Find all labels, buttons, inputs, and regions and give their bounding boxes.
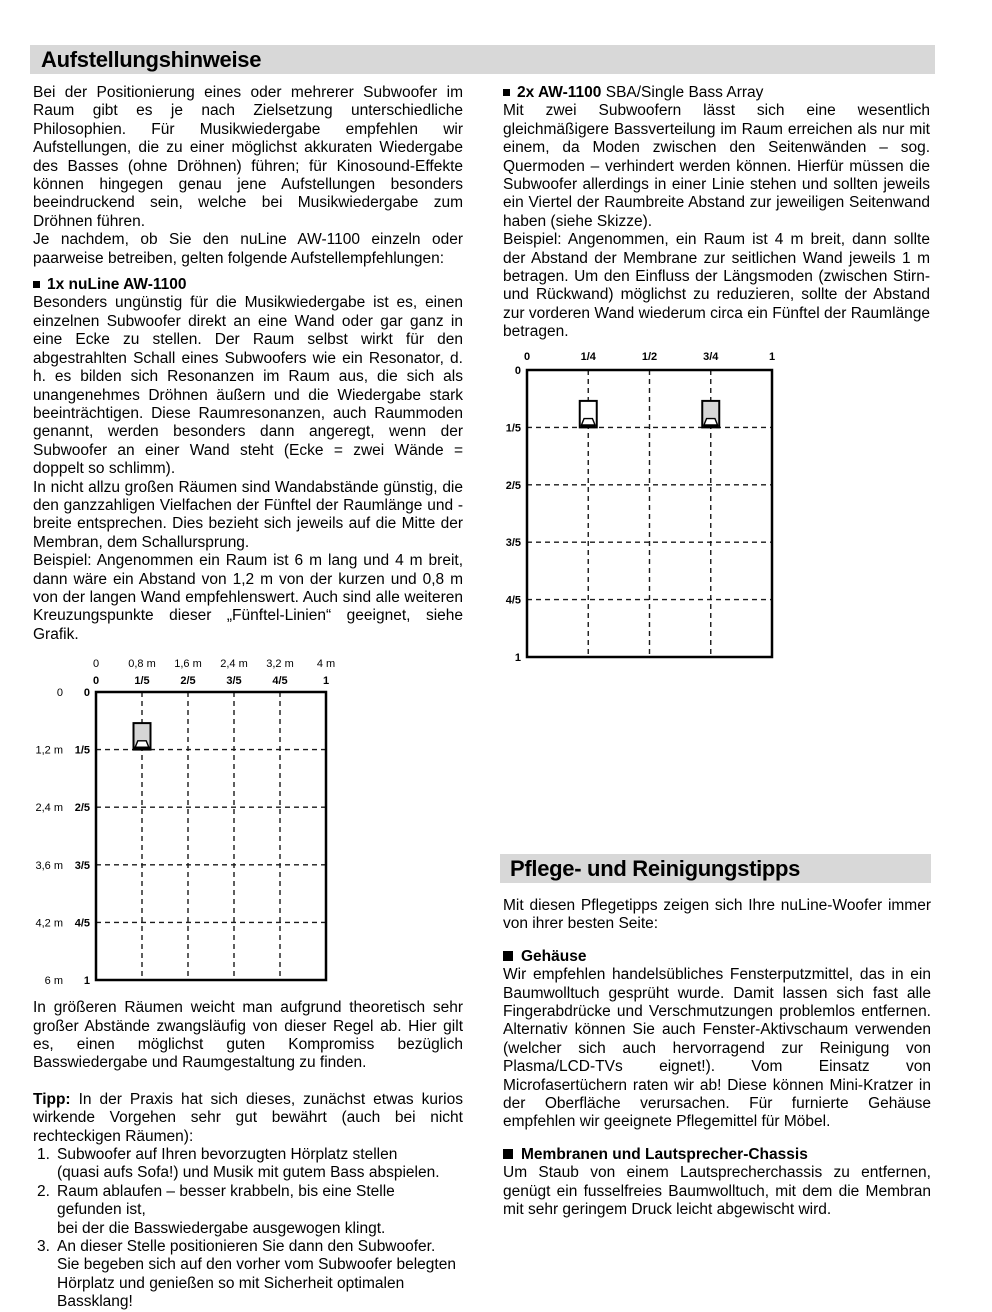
axis-tick-label: 1: [768, 350, 776, 363]
care-paragraph-1: Wir empfehlen handelsübliches Fensterputzmittel, das in ein Baumwolltuch gesprüht wurde. Damit lassen sich fast alle Fingerabdrücke und Verschmutzungen problemlos entfernen. Alternativ können Sie auch Fenster-Aktivschaum verwenden (welcher sich auch hervorragend zur Reinigung von Plasma/LCD-TVs eignet!). Vom Einsatz von Microfasertüchern raten wir ab! Diese können Mini-Kratzer in der Oberfläche verursachen. Für furnierte Gehäuse empfehlen wir geeignete Pflegemittel für Möbel.: [503, 966, 931, 1131]
axis-tick-label: 4/5: [505, 594, 521, 607]
care-title: Pflege- und Reinigungstipps: [510, 856, 801, 881]
subheading-1x-aw1100: 1x nuLine AW-1100: [33, 276, 463, 294]
subheading-gehaeuse: Gehäuse: [503, 948, 931, 966]
section2-paragraph-1: Mit zwei Subwoofern lässt sich eine wesentlich gleichmäßigere Bassverteilung im Raum erreichen als nur mit einem, da Moden zwischen den Seitenwänden – sog. Quermoden – verhindert werden können. Hierfür müssen die Subwoofer allerdings in einer Linie stehen und sollten jeweils ein Viertel der Raumbreite Abstand zur jeweiligen Seitenwand haben (siehe Skizze).: [503, 102, 930, 230]
section-title-bar: [30, 45, 935, 74]
room-diagram-single-sub: [33, 655, 463, 987]
square-bullet-icon: [503, 951, 513, 961]
axis-tick-label: 0,8 m: [128, 658, 156, 671]
axis-tick-label: 0: [83, 687, 90, 700]
axis-tick-label: 1: [83, 975, 90, 988]
square-bullet-icon: [33, 281, 40, 288]
left-column: [33, 84, 463, 1312]
intro-paragraph-1: Bei der Positionierung eines oder mehrerer Subwoofer im Raum gibt es je nach Zielsetzung unterschiedliche Philosophien. Für Musikwiedergabe empfehlen wir Aufstellungen, die zu einer möglichst akkuraten Wiedergabe des Basses (ohne Dröhnen) führen; für Kinosound-Effekte können hingegen genau jene Aufstellungen besonders beeindruckend sein, welche bei Musikwiedergabe zum Dröhnen führen.: [33, 84, 463, 230]
subwoofer-icon: [702, 401, 719, 428]
axis-tick-label: 3,6 m: [35, 859, 63, 872]
axis-tick-label: 0: [92, 675, 100, 688]
axis-tick-label: 3/5: [505, 536, 521, 549]
square-bullet-icon: [503, 89, 510, 96]
axis-tick-label: 0: [523, 350, 531, 363]
axis-tick-label: 1/5: [505, 422, 521, 435]
list-item: 3. An dieser Stelle positionieren Sie dann den Subwoofer. Sie begeben sich auf den vorher vom Subwoofer belegten Hörplatz und genießen so mit Sicherheit optimalen Bassklang!: [37, 1238, 456, 1311]
room1-svg: [33, 655, 466, 987]
section2-paragraph-2: Beispiel: Angenommen, ein Raum ist 4 m breit, dann sollte der Abstand der Membrane zur seitlichen Wand jeweils 1 m betragen. Um den Einfluss der Längsmoden (zwischen Stirn- und Rückwand) möglichst zu reduzieren, sollte der Abstand zur vorderen Wand wiederum circa ein Fünftel der Raumlänge betragen.: [503, 231, 930, 341]
axis-tick-label: 3,2 m: [266, 658, 294, 671]
subwoofer-icon: [580, 401, 597, 428]
care-title-bar: [500, 854, 931, 883]
axis-tick-label: 1/5: [134, 675, 150, 688]
intro-paragraph-2: Je nachdem, ob Sie den nuLine AW-1100 einzeln oder paarweise betreiben, gelten folgende Aufstellempfehlungen:: [33, 231, 463, 267]
right-column-top: [503, 84, 930, 673]
room2-svg: [503, 348, 930, 664]
axis-tick-label: 0: [92, 658, 100, 671]
after-diagram-paragraph: In größeren Räumen weicht man aufgrund theoretisch sehr großer Abstände zwangsläufig von dieser Regel ab. Hier gilt es, einen möglichst guten Kompromiss bezüglich Basswiedergabe und Raumgestaltung zu finden.: [33, 999, 463, 1072]
list-number: 1.: [37, 1146, 50, 1164]
care-body: [500, 897, 931, 1220]
tip-paragraph: Tipp: In der Praxis hat sich dieses, zunächst etwas kurios wirkende Vorgehen sehr gut bewährt (auch bei nicht rechteckigen Räumen):: [33, 1090, 463, 1145]
square-bullet-icon: [503, 1149, 513, 1159]
subheading-2x-aw1100: 2x AW-1100 SBA/Single Bass Array: [503, 84, 930, 102]
axis-tick-label: 0: [514, 364, 521, 377]
axis-tick-label: 2/5: [180, 675, 196, 688]
axis-tick-label: 1: [514, 651, 521, 664]
list-number: 3.: [37, 1238, 50, 1256]
axis-tick-label: 1/5: [74, 744, 90, 757]
axis-tick-label: 3/5: [226, 675, 242, 688]
axis-tick-label: 2/5: [74, 802, 90, 815]
subheading-membranen: Membranen und Lautsprecher-Chassis: [503, 1146, 931, 1164]
list-number: 2.: [37, 1182, 50, 1200]
page-title: Aufstellungshinweise: [41, 47, 262, 72]
axis-tick-label: 1/2: [641, 350, 658, 363]
care-paragraph-2: Um Staub von einem Lautsprecherchassis zu entfernen, genügt ein fusselfreies Baumwolltuch, mit dem die Membran mit sehr geringem Druck leicht abgewischt wird.: [503, 1164, 931, 1219]
axis-tick-label: 1,2 m: [35, 744, 63, 757]
right-column-care: [500, 854, 931, 1220]
section1-paragraph-2: In nicht allzu großen Räumen sind Wandabstände günstig, die den ganzzahligen Vielfachen der Fünftel der Raumlänge und -breite entsprechen. Dies bezieht sich jeweils auf die Mitte der Membran, dem Schallursprung.: [33, 478, 463, 551]
axis-tick-label: 4,2 m: [35, 917, 63, 930]
axis-tick-label: 3/5: [74, 859, 90, 872]
tip-label: Tipp:: [33, 1090, 71, 1108]
subwoofer-icon: [134, 723, 151, 750]
room-diagram-dual-sub: [503, 348, 930, 664]
axis-tick-label: 1: [322, 675, 330, 688]
axis-tick-label: 0: [56, 687, 63, 700]
axis-tick-label: 4/5: [74, 917, 90, 930]
axis-tick-label: 2/5: [505, 479, 521, 492]
axis-tick-label: 2,4 m: [35, 802, 63, 815]
list-item: 1. Subwoofer auf Ihren bevorzugten Hörplatz stellen (quasi aufs Sofa!) und Musik mit gutem Bass abspielen.: [37, 1146, 440, 1182]
axis-tick-label: 1/4: [580, 350, 596, 363]
axis-tick-label: 1,6 m: [174, 658, 202, 671]
care-intro: Mit diesen Pflegetipps zeigen sich Ihre nuLine-Woofer immer von ihrer besten Seite:: [503, 897, 931, 933]
axis-tick-label: 3/4: [703, 350, 719, 363]
section1-paragraph-3: Beispiel: Angenommen ein Raum ist 6 m lang und 4 m breit, dann wäre ein Abstand von 1,2 m von der kurzen und 0,8 m von der langen Wand empfehlenswert. Auch sind alle weiteren Kreuzungspunkte dieser „Fünftel-Linien“ geeignet, siehe Grafik.: [33, 552, 463, 643]
tip-steps-list: [33, 1146, 463, 1312]
axis-tick-label: 4/5: [272, 675, 288, 688]
axis-tick-label: 2,4 m: [220, 658, 248, 671]
subheading-suffix: SBA/Single Bass Array: [601, 84, 764, 101]
axis-tick-label: 6 m: [44, 975, 63, 988]
axis-tick-label: 4 m: [316, 658, 336, 671]
section1-paragraph-1: Besonders ungünstig für die Musikwiedergabe ist es, einen einzelnen Subwoofer direkt an eine Wand oder gar ganz in eine Ecke zu stellen. Der Raum selbst wirkt für den abgestrahlten Schall eines Subwoofers wie ein Resonator, d. h. es bilden sich Resonanzen im Raum aus, die sich als unangenehmes Dröhnen äußern und die Wiedergabe stark beeinträchtigen. Diese Raumresonanzen, auch Raummoden genannt, werden besonders dann angeregt, wenn der Subwoofer an einer Wand steht (Ecke = zwei Wände = doppelt so schlimm).: [33, 294, 463, 478]
list-item: 2. Raum ablaufen – besser krabbeln, bis eine Stelle gefunden ist, bei der die Basswiedergabe ausgewogen klingt.: [37, 1182, 395, 1237]
